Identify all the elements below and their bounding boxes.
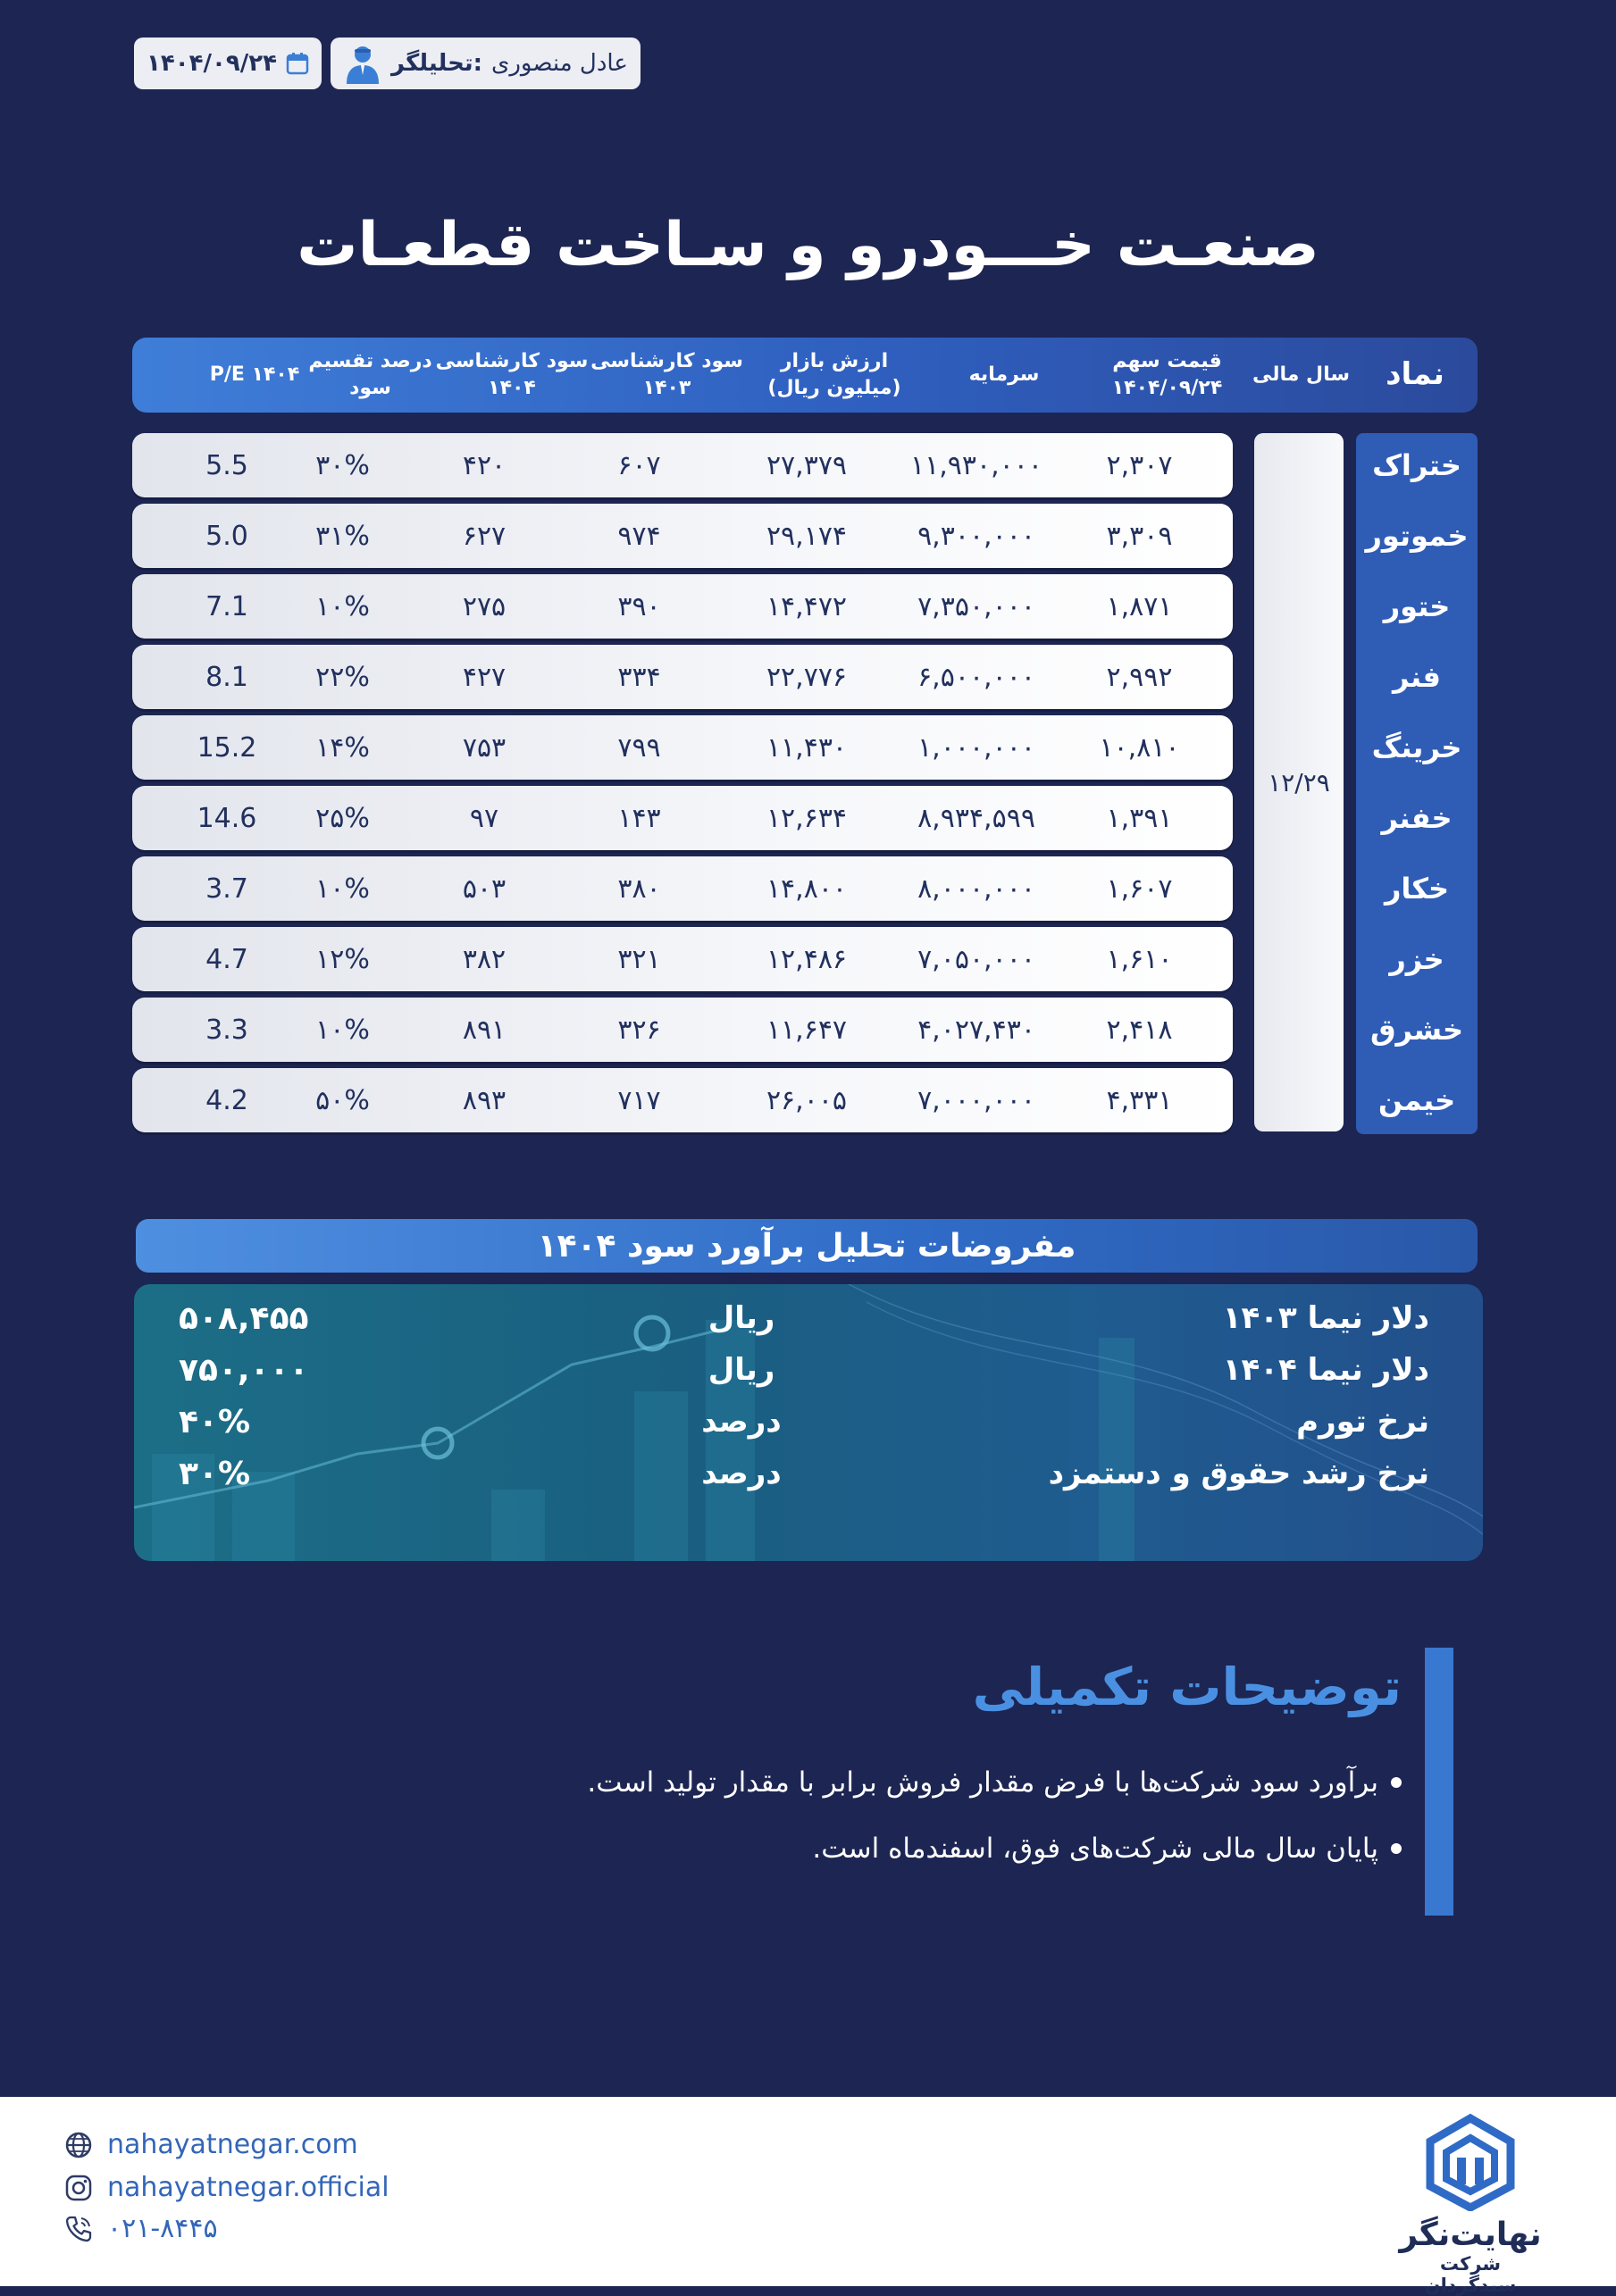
note-item: برآورد سود شرکت‌ها با فرض مقدار فروش برابر با مقدار تولید است. xyxy=(587,1766,1402,1799)
cell-pe: 14.6 xyxy=(197,802,257,834)
cell-price: ۴,۳۳۱ xyxy=(1106,1084,1173,1116)
assumption-name: نرخ تورم xyxy=(1296,1404,1429,1440)
globe-icon xyxy=(64,2131,93,2159)
table-row xyxy=(132,715,1233,780)
symbol-cell: خفنر xyxy=(1381,801,1453,835)
assumption-unit: ریال xyxy=(708,1352,775,1388)
page-title: صنعـت خـــودرو و سـاخت قطعـات xyxy=(297,210,1319,280)
cell-market-value: ۱۱,۶۴۷ xyxy=(766,1014,848,1046)
cell-capital: ۱,۰۰۰,۰۰۰ xyxy=(917,731,1035,764)
cell-eps-1403: ۱۴۳ xyxy=(617,802,661,834)
cell-dividend: ۱۲% xyxy=(315,943,370,975)
cell-market-value: ۱۲,۶۳۴ xyxy=(766,802,848,834)
assumption-value: ۵۰۸,۴۵۵ xyxy=(179,1299,309,1337)
cell-eps-1404: ۷۵۳ xyxy=(462,731,507,764)
analyst-label: تحلیلگر: xyxy=(390,50,482,77)
assumption-name: دلار نیما ۱۴۰۳ xyxy=(1222,1300,1429,1336)
date-chip xyxy=(134,38,322,89)
cell-pe: 15.2 xyxy=(197,731,257,764)
cell-dividend: ۲۵% xyxy=(315,802,370,834)
col-header-symbol: نماد xyxy=(1386,356,1444,393)
cell-pe: 3.7 xyxy=(205,872,248,905)
cell-eps-1404: ۳۸۲ xyxy=(462,943,507,975)
col-header-pe: P/E ۱۴۰۴ xyxy=(209,363,300,387)
symbol-cell: خکار xyxy=(1384,872,1450,906)
cell-price: ۱۰,۸۱۰ xyxy=(1099,731,1180,764)
cell-eps-1404: ۸۹۱ xyxy=(462,1014,507,1046)
cell-eps-1404: ۴۲۰ xyxy=(462,449,507,481)
cell-price: ۱,۳۹۱ xyxy=(1106,802,1173,834)
symbol-cell: خموتور xyxy=(1365,519,1469,553)
logo-name: نهایت‌نگر xyxy=(1399,2217,1542,2253)
col-header-capital: سرمایه xyxy=(968,363,1040,387)
table-row xyxy=(132,856,1233,921)
calendar-icon xyxy=(286,52,309,75)
assumption-row xyxy=(134,1345,1483,1395)
cell-capital: ۷,۰۰۰,۰۰۰ xyxy=(917,1084,1035,1116)
cell-eps-1403: ۳۸۰ xyxy=(617,872,661,905)
assumption-unit: ریال xyxy=(708,1300,775,1336)
phone-link[interactable]: ۰۲۱-۸۴۴۵ xyxy=(64,2213,218,2244)
cell-market-value: ۱۱,۴۳۰ xyxy=(766,731,848,764)
cell-price: ۳,۳۰۹ xyxy=(1106,520,1173,552)
assumption-value: ۷۵۰,۰۰۰ xyxy=(179,1351,309,1389)
cell-eps-1404: ۲۷۵ xyxy=(462,590,507,622)
cell-dividend: ۱۰% xyxy=(315,872,370,905)
analyst-name: عادل منصوری xyxy=(491,50,628,77)
cell-price: ۱,۶۰۷ xyxy=(1106,872,1173,905)
cell-dividend: ۱۴% xyxy=(315,731,370,764)
header-chips xyxy=(134,38,641,89)
assumption-row xyxy=(134,1293,1483,1343)
bullet-icon xyxy=(1391,1843,1402,1854)
symbol-column xyxy=(1356,433,1478,1134)
symbol-cell: خشرق xyxy=(1369,1013,1464,1047)
table-row xyxy=(132,645,1233,709)
cell-eps-1404: ۵۰۳ xyxy=(462,872,507,905)
col-header-dividend: درصد تقسیم سود xyxy=(308,350,432,399)
table-row xyxy=(132,998,1233,1062)
analyst-chip xyxy=(331,38,641,89)
symbol-cell: ختور xyxy=(1383,589,1451,623)
cell-eps-1404: ۸۹۳ xyxy=(462,1084,507,1116)
cell-dividend: ۳۱% xyxy=(315,520,370,552)
cell-market-value: ۱۲,۴۸۶ xyxy=(766,943,848,975)
cell-dividend: ۱۰% xyxy=(315,590,370,622)
assumption-value: ۴۰% xyxy=(179,1403,251,1440)
cell-capital: ۹,۳۰۰,۰۰۰ xyxy=(917,520,1035,552)
cell-eps-1404: ۴۲۷ xyxy=(462,661,507,693)
assumption-row xyxy=(134,1397,1483,1447)
cell-capital: ۷,۳۵۰,۰۰۰ xyxy=(917,590,1035,622)
table-row xyxy=(132,786,1233,850)
cell-price: ۱,۸۷۱ xyxy=(1106,590,1173,622)
note-item: پایان سال مالی شرکت‌های فوق، اسفندماه است. xyxy=(812,1833,1402,1865)
assumption-unit: درصد xyxy=(701,1404,782,1440)
cell-dividend: ۵۰% xyxy=(315,1084,370,1116)
cell-pe: 4.2 xyxy=(205,1084,248,1116)
symbol-cell: فنر xyxy=(1393,660,1441,694)
website-link[interactable]: nahayatnegar.com xyxy=(64,2129,358,2160)
cell-pe: 5.0 xyxy=(205,520,248,552)
symbol-cell: خزر xyxy=(1389,942,1444,976)
notes-accent-bar xyxy=(1425,1648,1453,1916)
assumption-name: نرخ رشد حقوق و دستمزد xyxy=(1048,1456,1429,1491)
logo-subtitle: شرکت سبدگردان xyxy=(1424,2253,1517,2296)
table-row xyxy=(132,433,1233,497)
cell-eps-1404: ۶۲۷ xyxy=(462,520,507,552)
cell-capital: ۷,۰۵۰,۰۰۰ xyxy=(917,943,1035,975)
report-date: ۱۴۰۴/۰۹/۲۴ xyxy=(147,50,277,77)
cell-eps-1403: ۷۱۷ xyxy=(617,1084,661,1116)
cell-capital: ۸,۹۳۴,۵۹۹ xyxy=(917,802,1035,834)
table-row xyxy=(132,504,1233,568)
table-row xyxy=(132,574,1233,639)
cell-pe: 3.3 xyxy=(205,1014,248,1046)
col-header-fiscal-year: سال مالی xyxy=(1252,363,1351,387)
cell-pe: 4.7 xyxy=(205,943,248,975)
assumptions-title: مفروضات تحلیل برآورد سود ۱۴۰۴ xyxy=(136,1219,1478,1273)
cell-eps-1404: ۹۷ xyxy=(469,802,499,834)
logo-mark-icon xyxy=(1421,2113,1520,2211)
cell-capital: ۶,۵۰۰,۰۰۰ xyxy=(917,661,1035,693)
cell-market-value: ۲۶,۰۰۵ xyxy=(766,1084,848,1116)
symbol-cell: خیمن xyxy=(1377,1083,1456,1117)
col-header-market-value: ارزش بازار (میلیون ریال) xyxy=(767,350,901,399)
cell-eps-1403: ۳۳۴ xyxy=(617,661,661,693)
cell-price: ۲,۹۹۲ xyxy=(1106,661,1173,693)
assumption-row xyxy=(134,1449,1483,1499)
bullet-icon xyxy=(1391,1777,1402,1788)
cell-pe: 7.1 xyxy=(205,590,248,622)
notes-title: توضیحات تکمیلی xyxy=(972,1657,1402,1717)
cell-market-value: ۱۴,۸۰۰ xyxy=(766,872,848,905)
cell-eps-1403: ۳۲۱ xyxy=(617,943,661,975)
assumptions-box xyxy=(134,1284,1483,1561)
assumption-unit: درصد xyxy=(701,1456,782,1491)
cell-price: ۱,۶۱۰ xyxy=(1106,943,1173,975)
col-header-price: قیمت سهم ۱۴۰۴/۰۹/۲۴ xyxy=(1111,350,1223,399)
cell-market-value: ۲۲,۷۷۶ xyxy=(766,661,848,693)
cell-eps-1403: ۶۰۷ xyxy=(617,449,661,481)
cell-capital: ۸,۰۰۰,۰۰۰ xyxy=(917,872,1035,905)
fiscal-year-cell: ۱۲/۲۹ xyxy=(1254,433,1344,1131)
cell-pe: 8.1 xyxy=(205,661,248,693)
cell-pe: 5.5 xyxy=(205,449,248,481)
cell-price: ۲,۴۱۸ xyxy=(1106,1014,1173,1046)
cell-dividend: ۲۲% xyxy=(315,661,370,693)
cell-eps-1403: ۳۹۰ xyxy=(617,590,661,622)
cell-eps-1403: ۳۲۶ xyxy=(617,1014,661,1046)
symbol-cell: ختراک xyxy=(1372,448,1461,482)
col-header-eps-1404: سود کارشناسی ۱۴۰۴ xyxy=(435,350,589,399)
cell-price: ۲,۳۰۷ xyxy=(1106,449,1173,481)
symbol-cell: خرینگ xyxy=(1371,731,1462,764)
cell-eps-1403: ۹۷۴ xyxy=(617,520,661,552)
cell-eps-1403: ۷۹۹ xyxy=(617,731,661,764)
cell-capital: ۱۱,۹۳۰,۰۰۰ xyxy=(910,449,1042,481)
instagram-icon xyxy=(64,2174,93,2202)
instagram-link[interactable]: nahayatnegar.official xyxy=(64,2172,389,2203)
phone-icon xyxy=(64,2215,93,2243)
analyst-avatar-icon xyxy=(343,43,382,84)
cell-dividend: ۳۰% xyxy=(315,449,370,481)
table-header xyxy=(132,338,1478,413)
company-logo xyxy=(1394,2113,1546,2296)
cell-market-value: ۱۴,۴۷۲ xyxy=(766,590,848,622)
table-row xyxy=(132,1068,1233,1132)
cell-dividend: ۱۰% xyxy=(315,1014,370,1046)
assumption-name: دلار نیما ۱۴۰۴ xyxy=(1222,1352,1429,1388)
col-header-eps-1403: سود کارشناسی ۱۴۰۳ xyxy=(590,350,743,399)
cell-market-value: ۲۷,۳۷۹ xyxy=(766,449,848,481)
cell-market-value: ۲۹,۱۷۴ xyxy=(766,520,848,552)
assumption-value: ۳۰% xyxy=(179,1455,251,1492)
table-row xyxy=(132,927,1233,991)
cell-capital: ۴,۰۲۷,۴۳۰ xyxy=(917,1014,1035,1046)
